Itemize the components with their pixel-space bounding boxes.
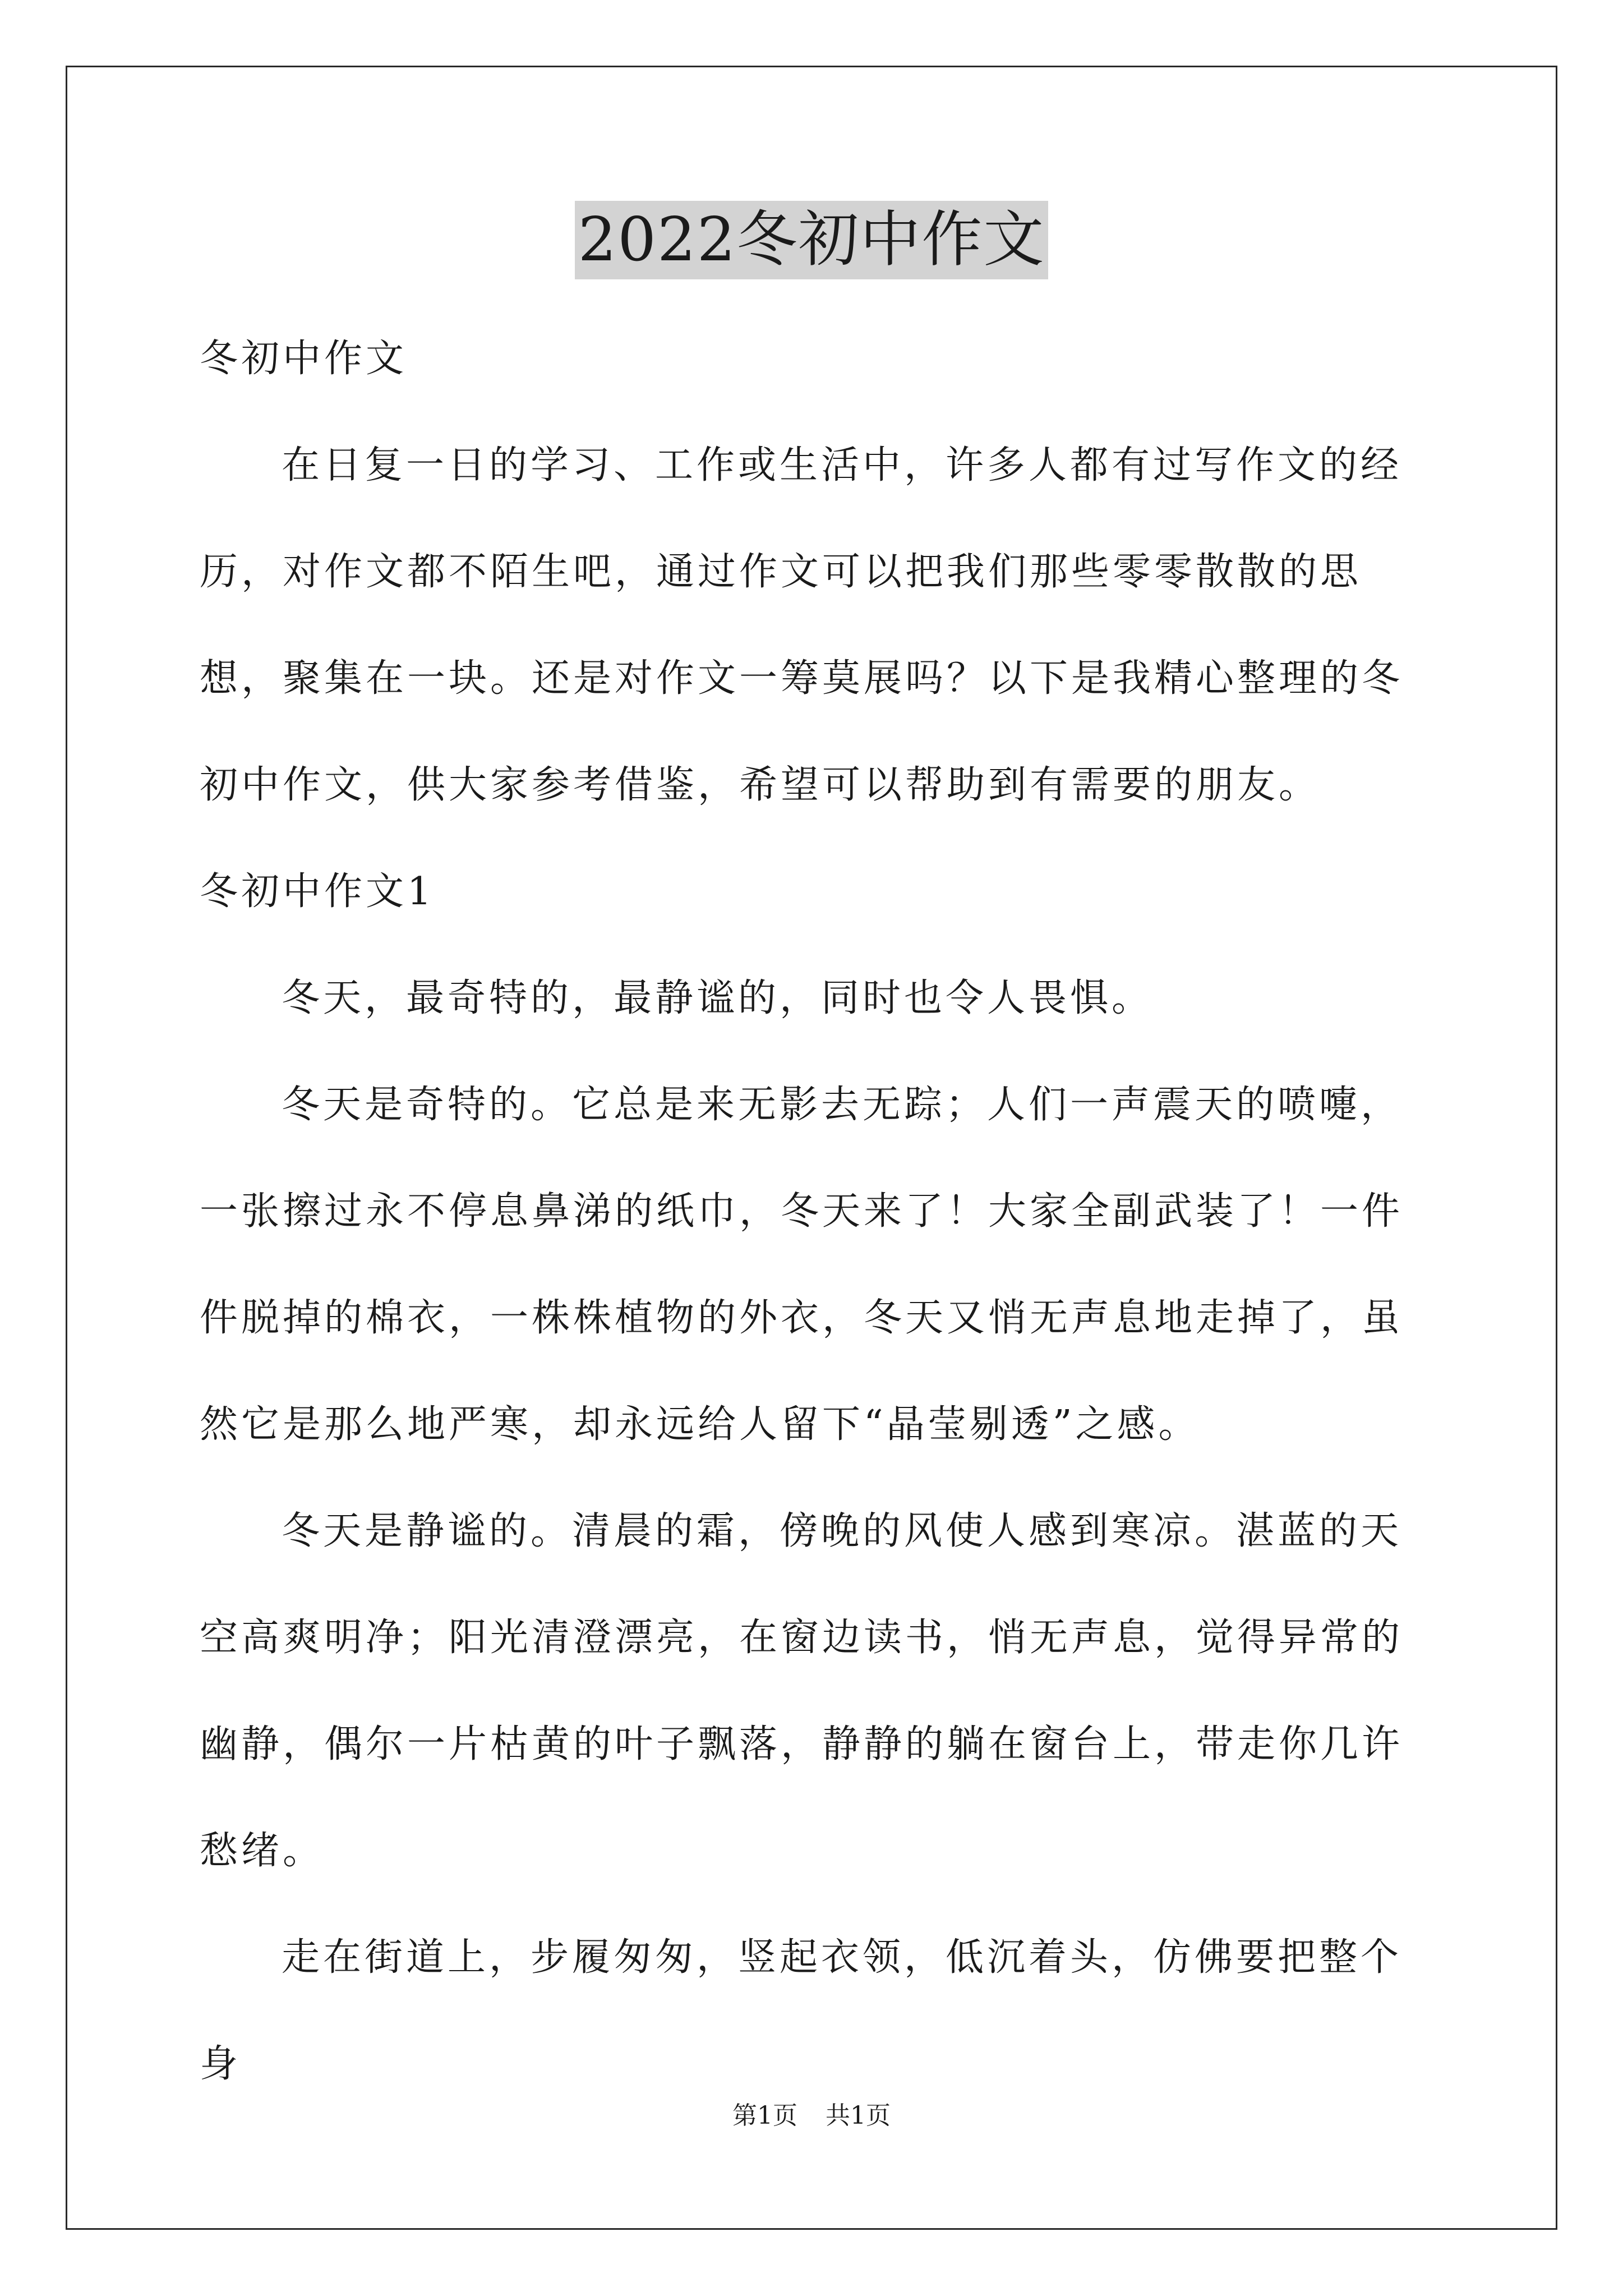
page-total: 共1页 bbox=[826, 2101, 891, 2130]
subtitle: 冬初中作文 bbox=[200, 337, 408, 381]
section-heading: 冬初中作文1 bbox=[200, 869, 435, 914]
body-paragraph-4: 走在街道上，步履匆匆，竖起衣领，低沉着头，仿佛要把整个身 bbox=[200, 1935, 1403, 2086]
body-paragraph-1: 冬天，最奇特的，最静谧的，同时也令人畏惧。 bbox=[282, 976, 1154, 1020]
body-paragraph-2: 冬天是奇特的。它总是来无影去无踪；人们一声震天的喷嚏，一张擦过永不停息鼻涕的纸巾，冬天来了！大家全副武装了！一件件脱掉的棉衣，一株株植物的外衣，冬天又悄无声息地走掉了，虽然它是那么地严寒，却永远给人留下“晶莹剔透”之感。 bbox=[200, 1083, 1404, 1447]
body-paragraph-3: 冬天是静谧的。清晨的霜，傍晚的风使人感到寒凉。湛蓝的天空高爽明净；阳光清澄漂亮，在窗边读书，悄无声息，觉得异常的幽静，偶尔一片枯黄的叶子飘落，静静的躺在窗台上，带走你几许愁绪。 bbox=[200, 1509, 1404, 1873]
title-container bbox=[0, 201, 1623, 279]
document-body bbox=[200, 306, 1439, 2118]
page-number: 第1页 bbox=[732, 2101, 797, 2130]
page-footer bbox=[0, 2099, 1623, 2133]
intro-paragraph: 在日复一日的学习、工作或生活中，许多人都有过写作文的经历，对作文都不陌生吧，通过作文可以把我们那些零零散散的思想，聚集在一块。还是对作文一筹莫展吗？以下是我精心整理的冬初中作文，供大家参考借鉴，希望可以帮助到有需要的朋友。 bbox=[200, 443, 1404, 807]
document-title: 2022冬初中作文 bbox=[575, 201, 1049, 279]
